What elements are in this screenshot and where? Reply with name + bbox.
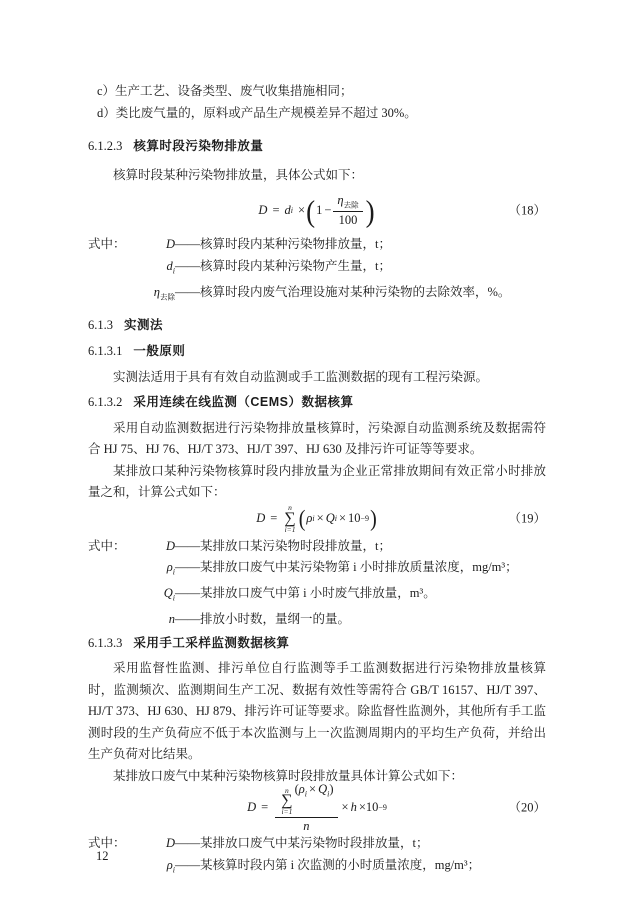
var-d: d	[284, 203, 291, 218]
sum-upper-limit: n	[288, 503, 292, 512]
where-row	[88, 609, 546, 631]
where-symbol: $\eta_{去除}$	[153, 284, 175, 301]
fraction-sum-n	[275, 782, 337, 835]
where-desc: ——排放小时数，量纲一的量。	[175, 612, 351, 626]
paragraph-intro-18: 核算时段某种污染物排放量，具体公式如下：	[113, 167, 364, 182]
section-title: 核算时段污染物排放量	[133, 139, 264, 153]
where-list-19	[88, 536, 546, 631]
var-rho: ρ	[298, 781, 305, 796]
var-Q: Q	[325, 510, 335, 525]
section-number: 6.1.3	[88, 317, 113, 332]
times-sign: ×	[316, 510, 324, 525]
paragraph-manual-2: 某排放口废气中某种污染物核算时段排放量具体计算公式如下：	[113, 768, 464, 783]
where-symbol: $\rho_i$	[166, 560, 175, 577]
power-base: 10	[348, 510, 361, 525]
sigma-icon: ∑	[281, 792, 293, 810]
paragraph-cems-2: 某排放口某种污染物核算时段内排放量为企业正常排放期间有效正常小时排放量之和，计算公式如下：	[88, 463, 546, 499]
fraction-denominator: 100	[333, 211, 362, 229]
where-desc: ——核算时段内某种污染物产生量，t；	[175, 258, 391, 273]
right-paren: )	[370, 505, 377, 532]
fraction-numerator	[333, 193, 362, 211]
where-desc: ——某核算时段内第 i 次监测的小时质量浓度，mg/m³；	[175, 857, 481, 872]
where-row	[88, 557, 546, 583]
minus-sign: −	[324, 203, 332, 218]
var-h: h	[350, 800, 357, 815]
power-exponent: −9	[378, 803, 387, 813]
paragraph-cems-1: 采用自动监测数据进行污染物排放量核算时，污染源自动监测系统及数据需符合 HJ 75、HJ 76、HJ/T 373、HJ/T 397、HJ 630 及排污许可证等等要求。	[88, 420, 546, 456]
sum-lower-limit: i=1	[281, 807, 293, 817]
right-paren: )	[365, 193, 375, 228]
var-Q: Q	[318, 781, 328, 796]
times-sign: ×	[358, 800, 366, 815]
where-list-18	[88, 234, 546, 308]
var-eta-subscript: 去除	[343, 200, 359, 210]
var-D: D	[256, 510, 266, 525]
times-sign: ×	[298, 203, 306, 218]
section-title: 一般原则	[133, 344, 186, 358]
section-number: 6.1.3.3	[88, 635, 123, 650]
where-row	[88, 256, 546, 282]
power-base: 10	[365, 800, 379, 815]
formula-20-lhs	[247, 797, 273, 819]
list-item-d: d）类比废气量的，原料或产品生产规模差异不超过 30%。	[97, 105, 417, 120]
where-desc: ——某排放口废气中第 i 小时废气排放量，m³。	[175, 586, 436, 600]
section-title: 实测法	[124, 317, 164, 332]
equation-number-19: （19）	[508, 510, 546, 525]
where-desc: ——某排放口废气中某污染物时段排放量，t；	[175, 836, 429, 850]
where-desc: ——某排放口某污染物时段排放量，t；	[175, 538, 391, 553]
section-heading-6-1-3-1	[88, 341, 546, 363]
summation-symbol	[281, 787, 292, 816]
fraction-numerator: n ∑ i=1 $(\rho_i \times Q_i)$	[281, 781, 334, 817]
where-row	[88, 583, 546, 609]
where-symbol: $Q_i$	[163, 586, 175, 603]
fraction-eta-100	[333, 193, 362, 229]
where-symbol: n	[168, 612, 175, 626]
where-symbol: $d_i$	[166, 258, 175, 275]
sum-lower-limit: i=1	[284, 524, 296, 534]
page-number: 12	[96, 849, 109, 863]
formula-20-rhs	[340, 797, 387, 819]
left-paren: (	[294, 781, 299, 796]
where-row	[88, 855, 546, 881]
right-paren: )	[329, 781, 334, 796]
equals-sign: =	[270, 510, 278, 525]
var-D: D	[247, 800, 257, 815]
formula-19-lhs	[256, 508, 282, 530]
power-exponent: −9	[360, 513, 370, 523]
where-symbol: $\rho_i$	[166, 857, 175, 874]
where-label: 式中：	[88, 836, 126, 850]
var-d-subscript: i	[290, 206, 293, 216]
where-desc: ——核算时段内废气治理设施对某种污染物的去除效率，%。	[175, 284, 511, 299]
equals-sign: =	[272, 203, 280, 218]
section-number: 6.1.3.1	[88, 344, 123, 358]
equals-sign: =	[261, 800, 269, 815]
section-heading-6-1-3-3	[88, 633, 546, 655]
sum-upper-limit: n	[285, 785, 289, 795]
formula-19	[88, 502, 546, 536]
section-title: 采用连续在线监测（CEMS）数据核算	[133, 395, 354, 409]
formula-18-lhs	[258, 200, 305, 222]
list-item-c: c）生产工艺、设备类型、废气收集措施相同；	[97, 84, 353, 98]
where-label: 式中：	[88, 237, 126, 251]
where-row	[88, 282, 546, 308]
formula-19-inner: ρ i × Q i × 10 −9	[306, 508, 369, 530]
equation-number-18: （18）	[508, 203, 546, 218]
var-rho: ρ	[306, 510, 313, 525]
paragraph-6-1-3-1: 实测法适用于具有有效自动监测或手工监测数据的现有工程污染源。	[113, 369, 489, 384]
times-sign: ×	[338, 510, 347, 525]
section-title: 采用手工采样监测数据核算	[133, 635, 290, 650]
section-heading-6-1-3-2	[88, 392, 546, 414]
where-symbol: D	[165, 836, 175, 850]
where-symbol: D	[165, 538, 175, 553]
where-row	[88, 833, 546, 855]
where-desc: ——核算时段内某种污染物排放量，t；	[175, 237, 391, 251]
summation-symbol	[284, 504, 295, 533]
formula-18-inner	[316, 193, 365, 229]
text-block	[88, 0, 546, 881]
where-label: 式中：	[88, 538, 126, 553]
sigma-icon: ∑	[284, 509, 296, 527]
equation-number-20: （20）	[508, 800, 546, 815]
formula-18	[88, 188, 546, 234]
times-sign: ×	[309, 781, 317, 796]
fraction-denominator: n	[275, 817, 337, 835]
where-list-20	[88, 833, 546, 881]
section-heading-6-1-3	[88, 315, 546, 337]
left-paren: (	[306, 193, 316, 228]
section-heading-6-1-2-3	[88, 136, 546, 158]
where-row	[88, 536, 546, 558]
var-D: D	[258, 203, 268, 218]
section-number: 6.1.2.3	[88, 139, 123, 153]
left-paren: (	[298, 505, 306, 532]
number-one: 1	[316, 203, 323, 218]
var-eta: η	[337, 193, 344, 208]
where-row	[88, 234, 546, 256]
where-desc: ——某排放口废气中某污染物第 i 小时排放质量浓度，mg/m³；	[175, 560, 518, 574]
section-number: 6.1.3.2	[88, 395, 123, 409]
where-symbol: D	[165, 237, 175, 251]
paragraph-manual-1: 采用监督性监测、排污单位自行监测等手工监测数据进行污染物排放量核算时，监测频次、监测期间生产工况、数据有效性等需符合 GB/T 16157、HJ/T 397、HJ/T 373、HJ 630、HJ 879、排污许可证等要求。除监督性监测外，其他所有手工监测时段的生产负荷应不低于本次监测与上一次监测周期内的平均生产负荷，并给出生产负荷对比结果。	[88, 661, 546, 761]
formula-20	[88, 783, 546, 833]
times-sign: ×	[341, 800, 349, 815]
